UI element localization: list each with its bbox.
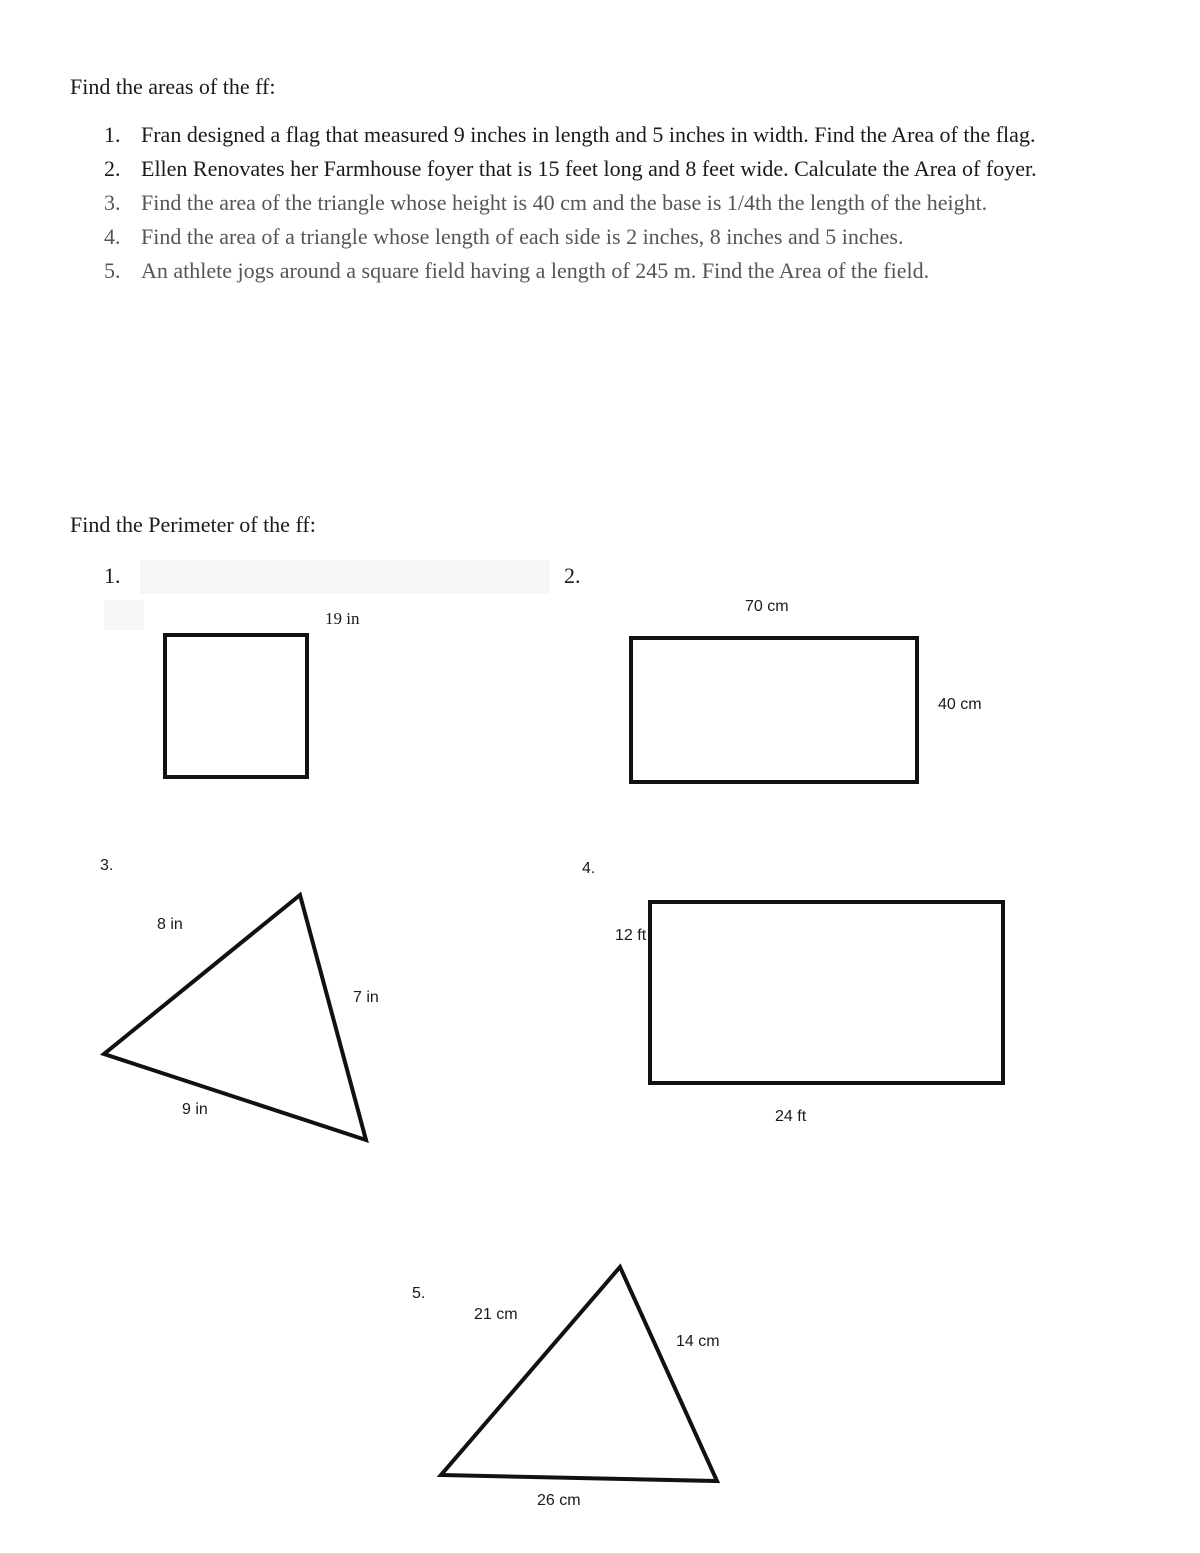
perimeter-heading: Find the Perimeter of the ff:	[70, 512, 316, 537]
area-problem-number: 5.	[104, 258, 121, 283]
figure-5-side-c-label: 26 cm	[537, 1492, 581, 1509]
figure-5-side-b-label: 14 cm	[676, 1333, 720, 1350]
figure-2-width-label: 40 cm	[938, 696, 982, 713]
area-problem-text: Ellen Renovates her Farmhouse foyer that is 15 feet long and 8 feet wide. Calculate the Area of foyer.	[141, 156, 1037, 181]
area-problem-number: 1.	[104, 122, 121, 147]
figure-4-number: 4.	[582, 860, 596, 877]
figure-5-triangle	[441, 1267, 717, 1481]
figure-3-side-a-label: 8 in	[157, 916, 183, 933]
area-problem-number: 3.	[104, 190, 121, 215]
area-problem-number: 4.	[104, 224, 121, 249]
area-problem-text: An athlete jogs around a square field having a length of 245 m. Find the Area of the field.	[141, 258, 930, 283]
figure-3-triangle	[104, 895, 366, 1140]
figure-2-rectangle	[631, 638, 917, 782]
area-problem-number: 2.	[104, 156, 121, 181]
figure-1-square	[165, 635, 307, 777]
figure-1-number: 1.	[104, 563, 121, 588]
figure-2-number: 2.	[564, 563, 581, 588]
area-problem-text: Find the area of a triangle whose length of each side is 2 inches, 8 inches and 5 inches.	[141, 224, 904, 249]
figure-5-side-a-label: 21 cm	[474, 1306, 518, 1323]
figure-1-side-label: 19 in	[325, 609, 360, 628]
figure-4-width-label: 12 ft	[615, 927, 647, 944]
area-problem-text: Find the area of the triangle whose height is 40 cm and the base is 1/4th the length of the height.	[141, 190, 988, 215]
figure-4-length-label: 24 ft	[775, 1108, 807, 1125]
area-problem-text: Fran designed a flag that measured 9 inches in length and 5 inches in width. Find the Area of the flag.	[141, 122, 1036, 147]
figure-3-number: 3.	[100, 857, 114, 874]
area-heading: Find the areas of the ff:	[70, 74, 276, 99]
figure-2-length-label: 70 cm	[745, 598, 789, 615]
figure-4-rectangle	[650, 902, 1003, 1083]
figure-3-side-b-label: 7 in	[353, 989, 379, 1006]
figure-5-number: 5.	[412, 1285, 426, 1302]
figure-3-side-c-label: 9 in	[182, 1101, 208, 1118]
